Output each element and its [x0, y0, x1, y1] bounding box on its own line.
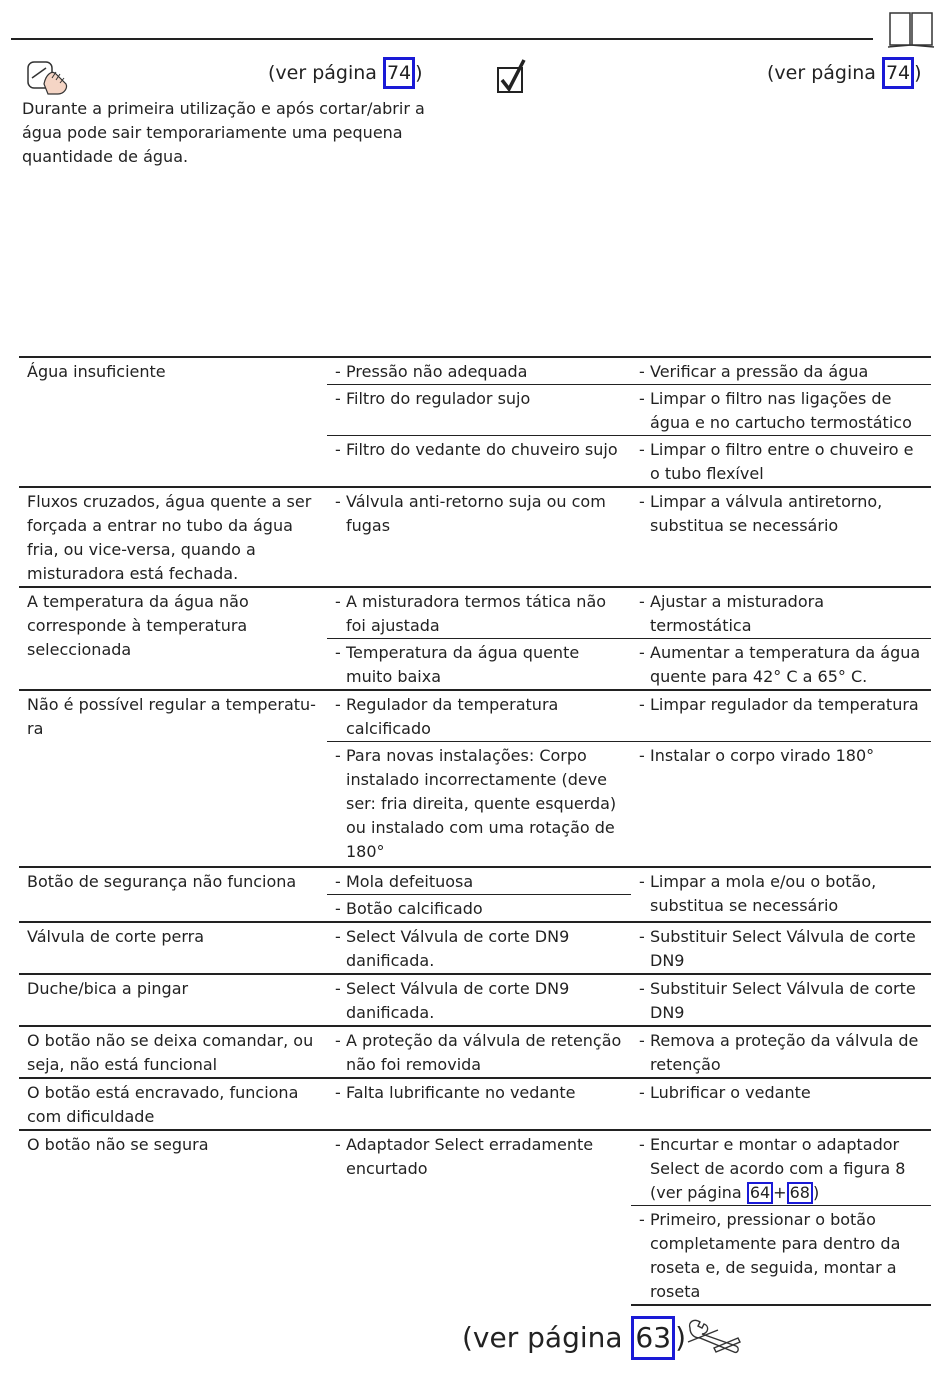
remedy-cell: - Substituir Select Válvula de corte DN9 — [631, 922, 931, 974]
book-icon — [887, 9, 935, 49]
see-page-reference: (ver página 63 ) — [462, 1316, 686, 1360]
page-link[interactable]: 68 — [787, 1182, 813, 1204]
hand-operating-icon — [22, 58, 72, 98]
cause-cell: - Válvula anti-retorno suja ou com fugas — [327, 487, 631, 587]
cause-cell: - Filtro do regulador sujo — [327, 385, 631, 436]
remedy-cell: - Verificar a pressão da água — [631, 357, 931, 385]
page-link[interactable]: 74 — [882, 57, 914, 89]
remedy-cell: - Encurtar e montar o adaptador Select de acordo com a figura 8 (ver página 64 + 68 ) — [631, 1130, 931, 1206]
cause-cell: - Filtro do vedante do chuveiro sujo — [327, 436, 631, 488]
table-row — [19, 587, 931, 639]
remedy-cell: - Limpar o filtro entre o chuveiro e o tubo flexível — [631, 436, 931, 488]
table-row — [19, 1078, 931, 1130]
problem-cell: O botão está encravado, funciona com dificuldade — [19, 1078, 327, 1130]
see-page-reference: (ver página 74 ) — [268, 57, 423, 89]
page-link[interactable]: 63 — [631, 1316, 675, 1360]
remedy-cell: - Primeiro, pressionar o botão completamente para dentro da roseta e, de seguida, montar a roseta — [631, 1206, 931, 1306]
problem-cell: Não é possível regular a temperatu-ra — [19, 690, 327, 867]
cause-cell: - Select Válvula de corte DN9 danificada. — [327, 974, 631, 1026]
cause-cell: - Para novas instalações: Corpo instalado incorrectamente (deve ser: fria direita, quente esquerda) ou instalado com uma rotação de 180° — [327, 742, 631, 868]
problem-cell: Válvula de corte perra — [19, 922, 327, 974]
cause-cell: - A proteção da válvula de retenção não foi removida — [327, 1026, 631, 1078]
problem-cell: A temperatura da água não corresponde à temperatura seleccionada — [19, 587, 327, 690]
table-row — [19, 487, 931, 587]
checkbox-checked-icon — [496, 58, 528, 98]
remedy-cell: - Lubrificar o vedante — [631, 1078, 931, 1130]
table-row — [19, 974, 931, 1026]
remedy-cell: - Instalar o corpo virado 180° — [631, 742, 931, 868]
remedy-cell: - Substituir Select Válvula de corte DN9 — [631, 974, 931, 1026]
cause-cell: - Mola defeituosa — [327, 867, 631, 895]
remedy-cell: - Limpar a mola e/ou o botão, substitua se necessário — [631, 867, 931, 922]
page-link[interactable]: 64 — [747, 1182, 773, 1204]
page-link[interactable]: 74 — [383, 57, 415, 89]
remedy-cell: - Aumentar a temperatura da água quente para 42° C a 65° C. — [631, 639, 931, 691]
problem-cell: O botão não se deixa comandar, ou seja, não está funcional — [19, 1026, 327, 1078]
table-row — [19, 867, 931, 895]
cause-cell: - Adaptador Select erradamente encurtado — [327, 1130, 631, 1305]
troubleshooting-table — [19, 356, 931, 1306]
table-row — [19, 922, 931, 974]
table-row — [19, 1130, 931, 1206]
remedy-cell: - Ajustar a misturadora termostática — [631, 587, 931, 639]
remedy-cell: - Limpar o filtro nas ligações de água e no cartucho termostático — [631, 385, 931, 436]
cause-cell: - Pressão não adequada — [327, 357, 631, 385]
remedy-cell: - Remova a proteção da válvula de retenção — [631, 1026, 931, 1078]
intro-paragraph: Durante a primeira utilização e após cortar/abrir a água pode sair temporariamente uma pequena quantidade de água. — [22, 99, 425, 166]
cause-cell: - Falta lubrificante no vedante — [327, 1078, 631, 1130]
table-row — [19, 690, 931, 742]
table-row — [19, 1026, 931, 1078]
cause-cell: - Botão calcificado — [327, 895, 631, 923]
cause-cell: - A misturadora termos tática não foi ajustada — [327, 587, 631, 639]
cause-cell: - Temperatura da água quente muito baixa — [327, 639, 631, 691]
problem-cell: Botão de segurança não funciona — [19, 867, 327, 922]
cause-cell: - Select Válvula de corte DN9 danificada. — [327, 922, 631, 974]
problem-cell: Fluxos cruzados, água quente a ser forçada a entrar no tubo da água fria, ou vice-versa, quando a misturadora está fechada. — [19, 487, 327, 587]
problem-cell: Água insuficiente — [19, 357, 327, 487]
cause-cell: - Regulador da temperatura calcificado — [327, 690, 631, 742]
remedy-cell: - Limpar regulador da temperatura — [631, 690, 931, 742]
problem-cell: Duche/bica a pingar — [19, 974, 327, 1026]
problem-cell: O botão não se segura — [19, 1130, 327, 1305]
header-rule — [11, 38, 873, 40]
remedy-cell: - Limpar a válvula antiretorno, substitua se necessário — [631, 487, 931, 587]
wrench-screwdriver-icon — [684, 1318, 742, 1358]
see-page-reference: (ver página 74 ) — [767, 57, 922, 89]
table-row — [19, 357, 931, 385]
